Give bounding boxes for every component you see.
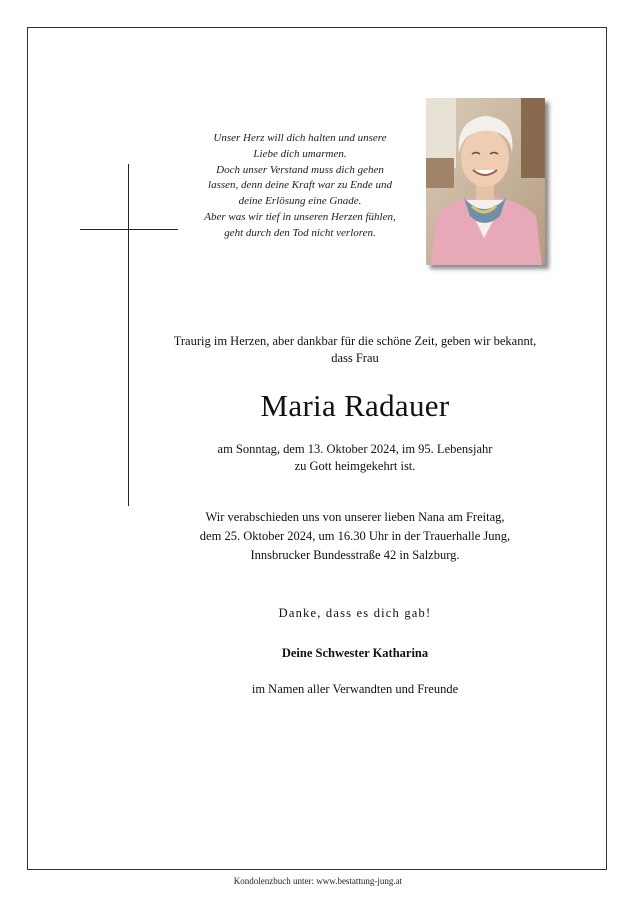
announcement-intro xyxy=(140,333,570,367)
death-notice xyxy=(140,441,570,475)
deceased-name: Maria Radauer xyxy=(260,388,450,423)
thanks-line: Danke, dass es dich gab! xyxy=(278,606,432,620)
death-line: zu Gott heimgekehrt ist. xyxy=(294,459,416,473)
poem-line: Doch unser Verstand muss dich gehen xyxy=(216,163,384,176)
portrait-photo-image xyxy=(426,98,545,265)
poem-line: Aber was wir tief in unseren Herzen fühlen, xyxy=(204,210,396,223)
intro-line: Traurig im Herzen, aber dankbar für die schöne Zeit, geben wir bekannt, xyxy=(173,334,537,348)
intro-line: dass Frau xyxy=(331,351,379,365)
signature: Deine Schwester Katharina xyxy=(281,646,429,660)
funeral-line: Wir verabschieden uns von unserer lieben Nana am Freitag, xyxy=(205,510,505,524)
condolence-book-footer: Kondolenzbuch unter: www.bestattung-jung.at xyxy=(233,876,403,886)
death-line: am Sonntag, dem 13. Oktober 2024, im 95. Lebensjahr xyxy=(217,442,493,456)
poem-line: geht durch den Tod nicht verloren. xyxy=(224,226,376,239)
family-note: im Namen aller Verwandten und Freunde xyxy=(251,682,459,696)
memorial-poem xyxy=(180,131,420,242)
funeral-line: Innsbrucker Bundesstraße 42 in Salzburg. xyxy=(250,548,460,562)
cross-horizontal-bar xyxy=(80,229,178,230)
poem-line: Unser Herz will dich halten und unsere xyxy=(213,132,387,144)
funeral-line: dem 25. Oktober 2024, um 16.30 Uhr in der Trauerhalle Jung, xyxy=(199,529,511,543)
cross-vertical-bar xyxy=(128,164,129,506)
poem-line: lassen, denn deine Kraft war zu Ende und xyxy=(208,179,392,192)
funeral-details xyxy=(140,508,570,565)
poem-line: Liebe dich umarmen. xyxy=(253,147,347,160)
poem-line: deine Erlösung eine Gnade. xyxy=(238,195,362,208)
portrait-photo xyxy=(426,98,545,265)
